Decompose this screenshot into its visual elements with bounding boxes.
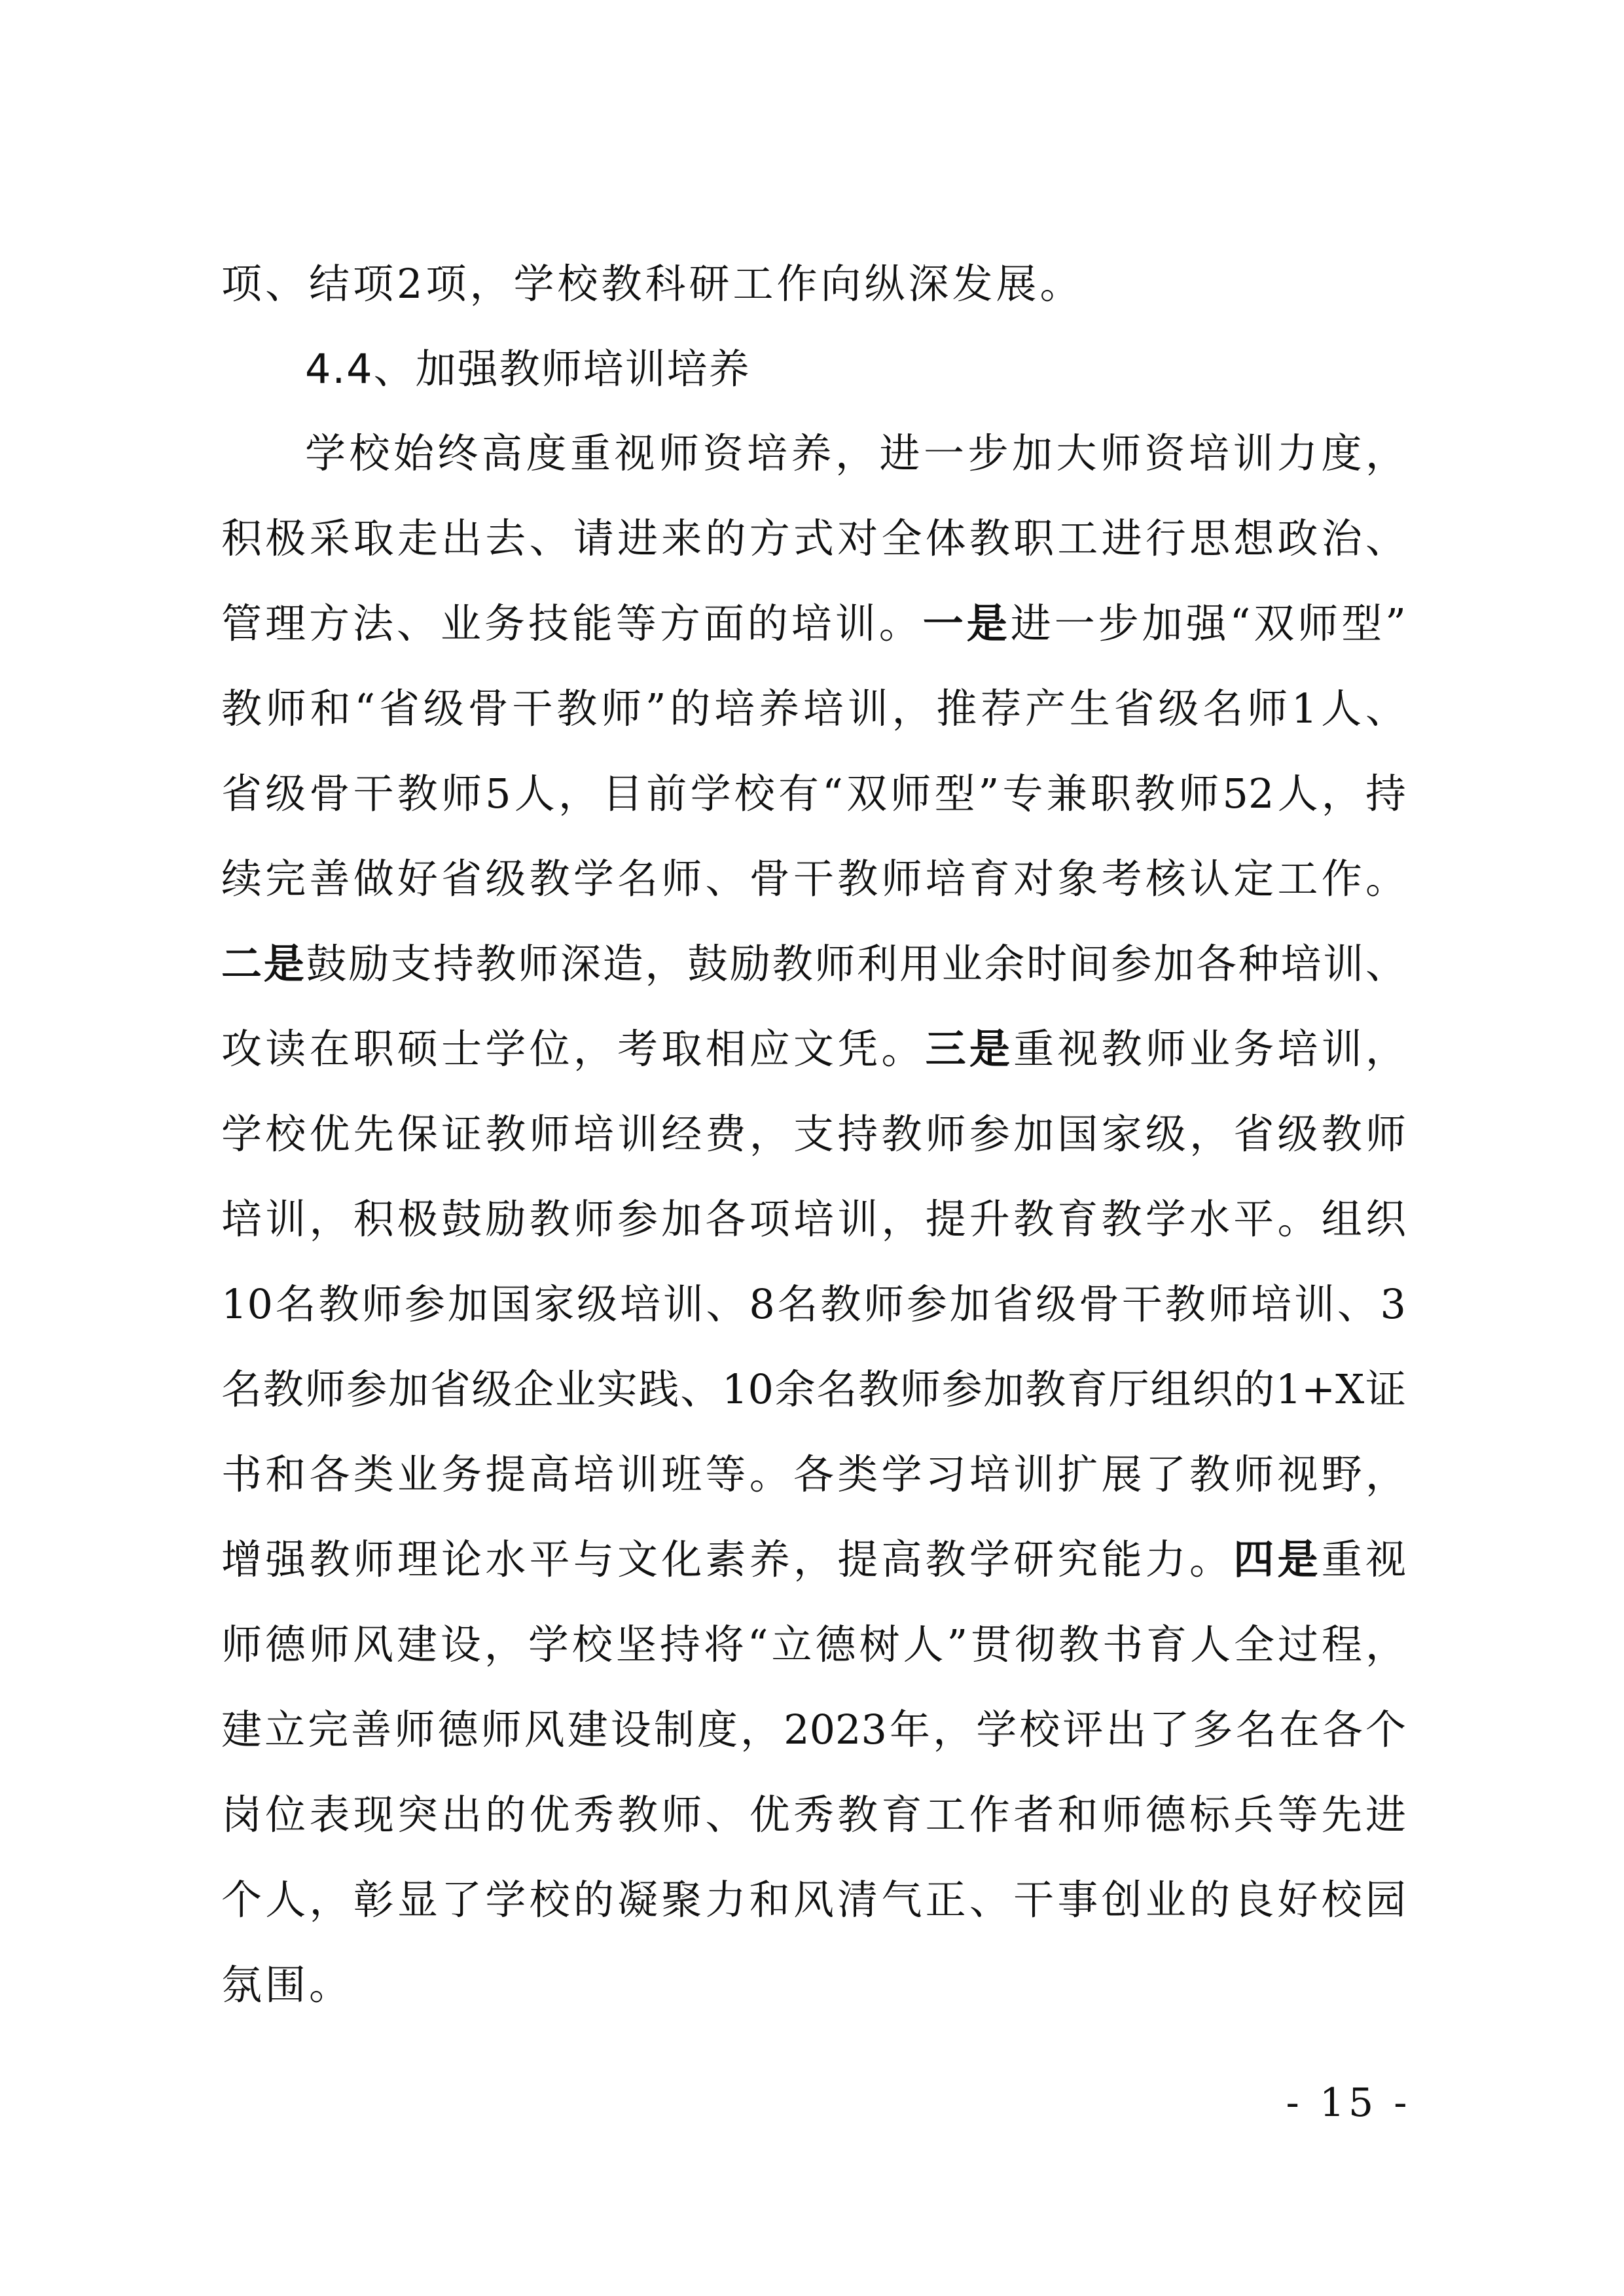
paragraph-line: 名教师参加省级企业实践、10余名教师参加教育厅组织的1+X证 <box>221 1365 1406 1413</box>
paragraph-line: 师德师风建设，学校坚持将“立德树人”贯彻教书育人全过程， <box>221 1621 1406 1668</box>
section-heading: 4.4、加强教师培训培养 <box>305 345 751 393</box>
paragraph-line: 建立完善师德师风建设制度，2023年，学校评出了多名在各个 <box>221 1706 1406 1753</box>
paragraph-line <box>221 931 1406 997</box>
text-run: 重视教师业务培训， <box>1013 1025 1406 1073</box>
paragraph-line: 教师和“省级骨干教师”的培养培训，推荐产生省级名师1人、 <box>221 685 1406 732</box>
text-run: 增强教师理论水平与文化素养，提高教学研究能力。 <box>221 1535 1234 1583</box>
paragraph-line: 省级骨干教师5人，目前学校有“双师型”专兼职教师52人，持 <box>221 770 1406 817</box>
emphasis-label: 三是 <box>925 1025 1014 1073</box>
text-run: 重视 <box>1321 1535 1406 1583</box>
paragraph-line <box>221 1527 1406 1592</box>
paragraph-line: 岗位表现突出的优秀教师、优秀教育工作者和师德标兵等先进 <box>221 1791 1406 1839</box>
emphasis-label: 四是 <box>1233 1535 1322 1583</box>
text-run: 攻读在职硕士学位，考取相应文凭。 <box>221 1025 926 1073</box>
text-run: 鼓励支持教师深造，鼓励教师利用业余时间参加各种培训、 <box>306 940 1406 988</box>
paragraph-line: 氛围。 <box>221 1961 353 2009</box>
paragraph-line: 项、结项2项，学校教科研工作向纵深发展。 <box>221 260 1084 308</box>
paragraph-line: 培训，积极鼓励教师参加各项培训，提升教育教学水平。组织 <box>221 1195 1406 1243</box>
paragraph-line: 续完善做好省级教学名师、骨干教师培育对象考核认定工作。 <box>221 855 1406 903</box>
paragraph-line <box>221 591 1406 656</box>
paragraph-line: 学校始终高度重视师资培养，进一步加大师资培训力度， <box>305 429 1406 477</box>
paragraph-line: 积极采取走出去、请进来的方式对全体教职工进行思想政治、 <box>221 514 1406 562</box>
paragraph-line: 学校优先保证教师培训经费，支持教师参加国家级，省级教师 <box>221 1110 1406 1158</box>
paragraph-line <box>221 1016 1406 1082</box>
page-number: - 15 - <box>1286 2080 1411 2126</box>
emphasis-label: 一是 <box>922 600 1011 647</box>
text-run: 管理方法、业务技能等方面的培训。 <box>221 600 923 647</box>
paragraph-line: 个人，彰显了学校的凝聚力和风清气正、干事创业的良好校园 <box>221 1876 1406 1924</box>
paragraph-line: 10名教师参加国家级培训、8名教师参加省级骨干教师培训、3 <box>221 1280 1406 1328</box>
text-run: 进一步加强“双师型” <box>1010 600 1406 647</box>
paragraph-line: 书和各类业务提高培训班等。各类学习培训扩展了教师视野， <box>221 1450 1406 1498</box>
emphasis-label: 二是 <box>221 940 306 988</box>
